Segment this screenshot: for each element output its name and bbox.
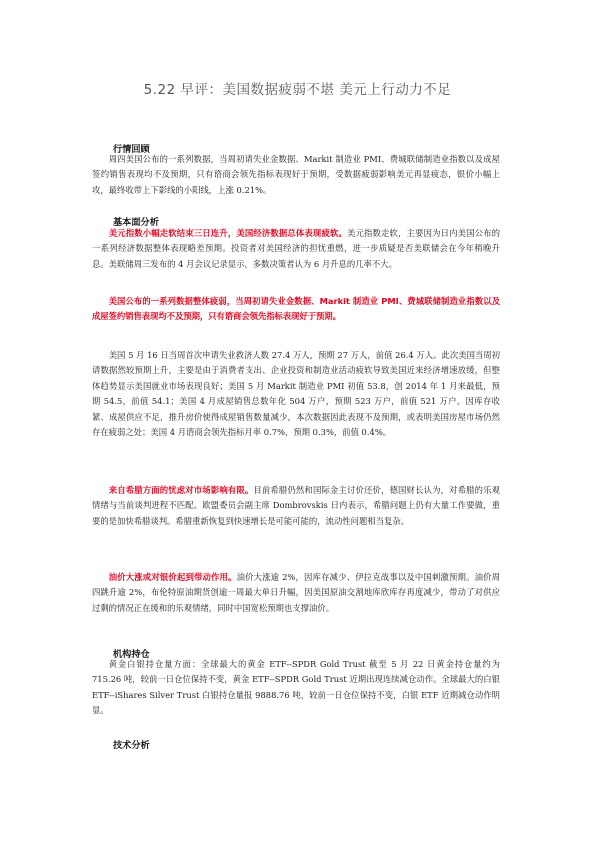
fundamental-p1-highlight: 美元指数小幅走软结束三日连升，美国经济数据总体表现疲软。	[108, 228, 347, 238]
fundamental-paragraph-4	[92, 483, 500, 529]
fundamental-paragraph-2-highlight: 美国公布的一系列数据整体疲弱，当周初请失业金数据、Markit 制造业 PMI、费城联储制造业指数以及成屋签约销售表现均不及预期，只有谘商会领先指标表现好于预期。	[92, 296, 500, 322]
fundamental-p5-text: 油价大涨逾 2%，因库存减少、伊拉克战事以及中国刺激预期。油价周四跳升逾 2%，布伦特原油期货创逾一周最大单日升幅，因美国原油交割地库欣库存再度减少，带动了对供应过剩的情况正在缓和的乐观情绪，同时中国宽松预期也支撑油价。	[92, 572, 500, 613]
fundamental-paragraph-5	[92, 570, 500, 616]
fundamental-p5-highlight: 油价大涨或对银价起到带动作用。	[108, 572, 237, 582]
fundamental-paragraph-1	[92, 226, 500, 272]
section-heading-fundamental: 基本面分析	[113, 217, 159, 228]
fundamental-p4-text: 目前希腊仍然和国际金主讨价还价，德国财长认为，对希腊的乐观情绪与当前谈判进程不匹配。欧盟委员会副主席 Dombrovskis 日内表示，希腊问题上仍有大量工作要做，重要的是加快希腊谈判。希腊重新恢复到快速增长是可能可能的，流动性问题相当复杂。	[92, 485, 501, 526]
section-heading-review: 行情回顾	[113, 144, 150, 155]
section-heading-holdings: 机构持仓	[113, 649, 150, 660]
fundamental-paragraph-3: 美国 5 月 16 日当周首次申请失业救济人数 27.4 万人，预期 27 万人，前值 26.4 万人。此次美国当周初请数据然较预期上升，主要是由于消费者支出、企业投资和制造业活动疲软导致美国近来经济增速放缓，但整体趋势显示美国就业市场表现良好；美国 5 月 Markit 制造业 PMI 初值 53.8，创 2014 年 1 月来最低，预期 54.5，前值 54.1；美国 4 月成屋销售总数年化 504 万户，预期 523 万户，前值 521 万户。因库存收紧、成屋供应不足，推升房价使得成屋销售数量减少，本次数据因此表现不及预期，或表明美国房屋市场仍然存在疲弱之处；美国 4 月谘商会领先指标月率 0.7%，预期 0.3%，前值 0.4%。	[92, 350, 500, 438]
page-title: 5.22 早评：美国数据疲弱不堪 美元上行动力不足	[143, 82, 452, 98]
fundamental-p1-text: 美元指数走软，主要因为日内美国公布的一系列经济数据整体表现略差预期。投资者对美国经济的担忧重燃，进一步质疑是否美联储会在今年稍晚升息。美联储周三发布的 4 月会议记录显示，多数决策者认为 6 月升息的几率不大。	[92, 228, 501, 269]
review-paragraph: 周四美国公布的一系列数据，当周初请失业金数据、Markit 制造业 PMI、费城联储制造业指数以及成屋签约销售表现均不及预期，只有谘商会领先指标表现好于预期，受数据疲弱影响美元再显疲态，银价小幅上攻，最终收带上下影线的小阳线，上涨 0.21%。	[92, 154, 500, 195]
section-heading-technical: 技术分析	[113, 740, 150, 751]
fundamental-p4-highlight: 来自希腊方面的忧虑对市场影响有限。	[108, 485, 254, 495]
holdings-paragraph: 黄金白银持仓量方面：全球最大的黄金 ETF--SPDR Gold Trust 截至 5 月 22 日黄金持仓量约为 715.26 吨，较前一日仓位保持不变，黄金 ETF--SPDR Gold Trust 近期出现连续减仓动作。全球最大的白银 ETF--iShares Silver Trust 白银持仓量报 9888.76 吨，较前一日仓位保持不变，白银 ETF 近期减仓动作明显。	[92, 659, 500, 716]
